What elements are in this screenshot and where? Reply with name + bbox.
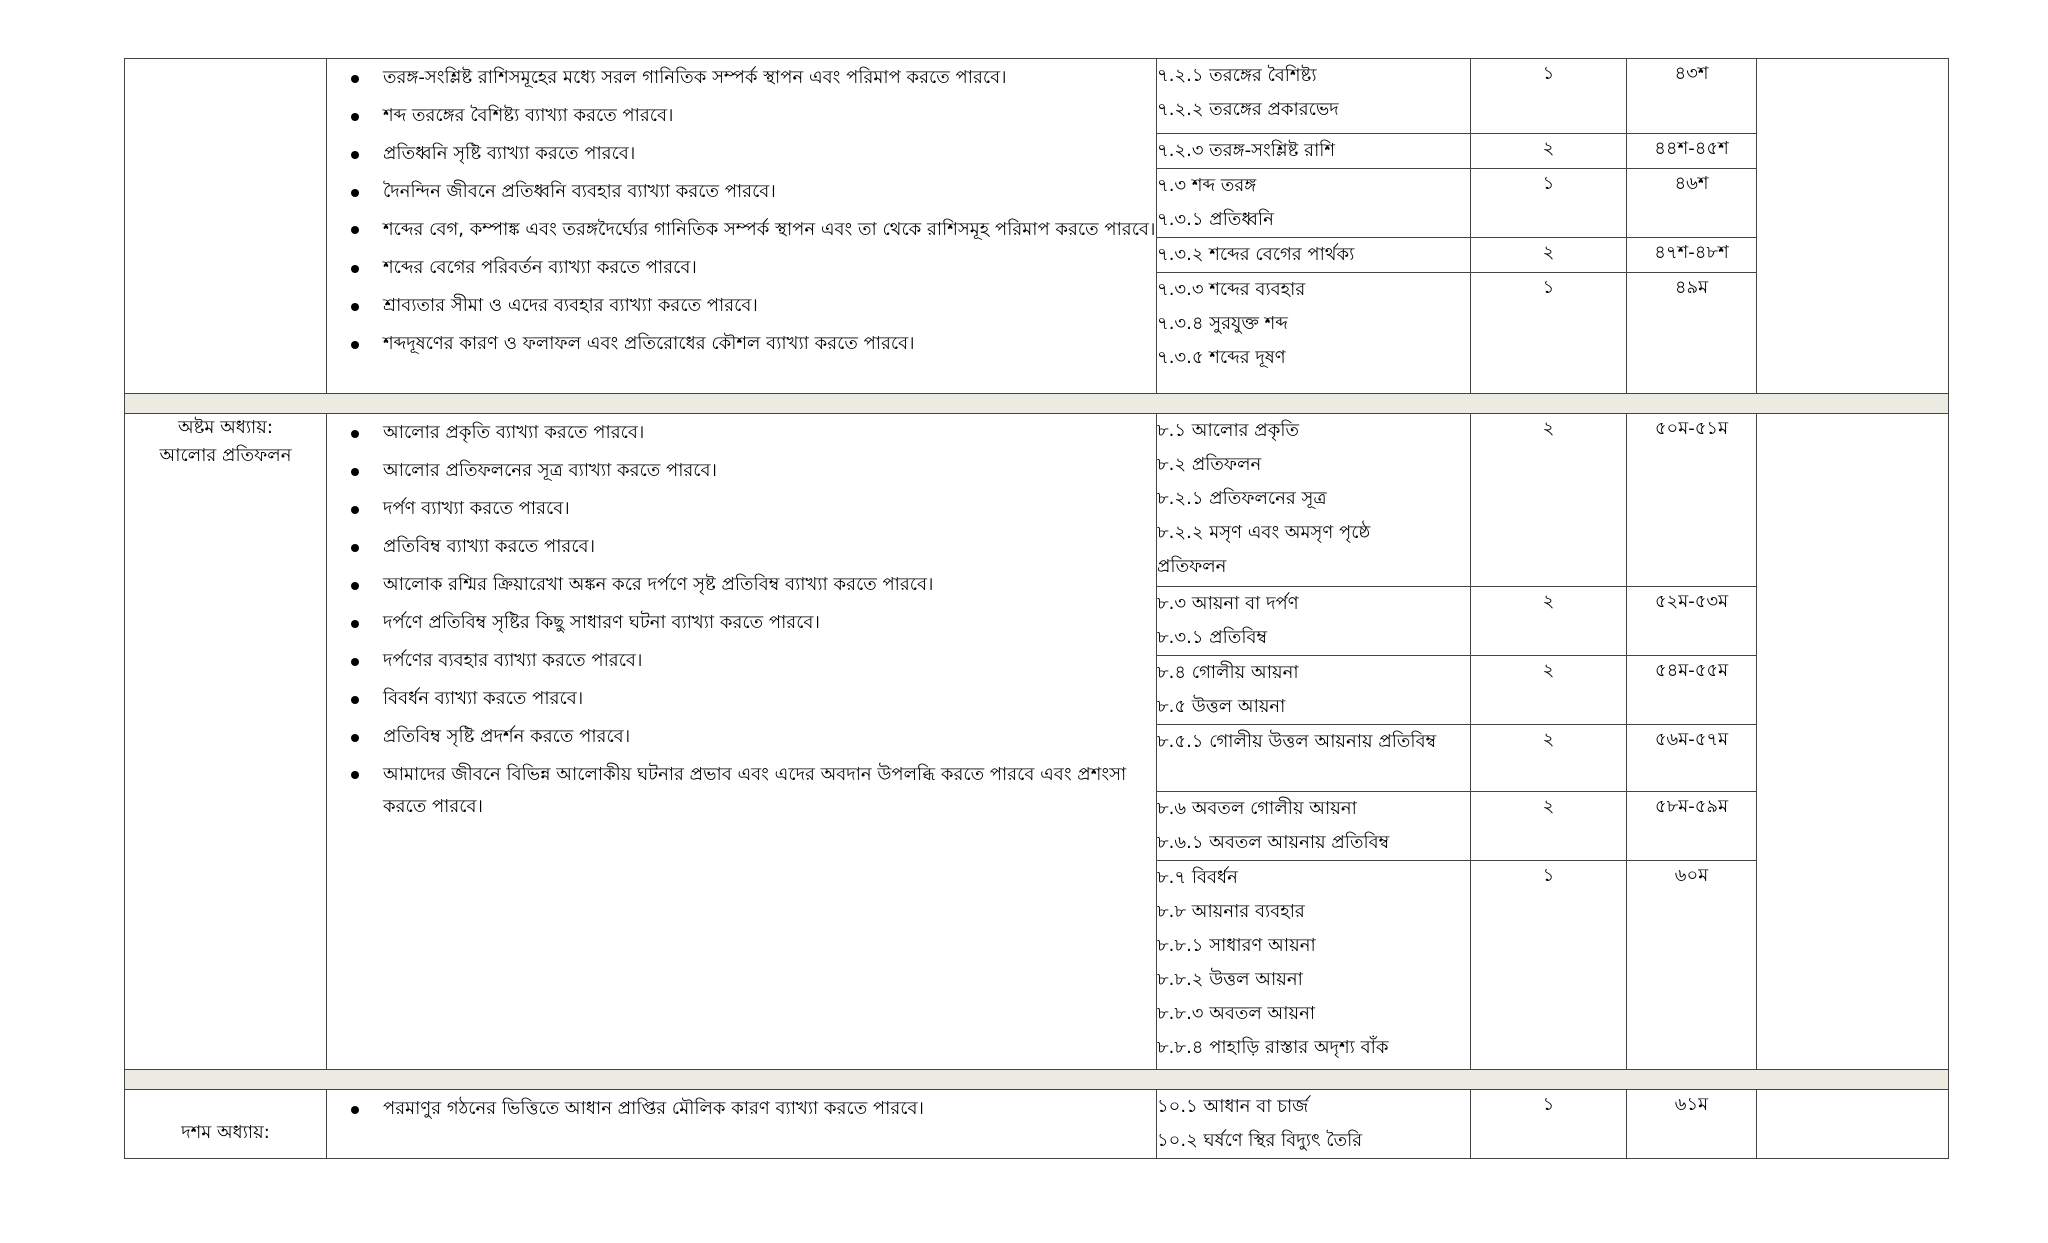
periods-cell: ১ (1471, 861, 1627, 1070)
class-number-cell: ৪৩শ (1627, 59, 1757, 134)
class-number-cell: ৪৭শ-৪৮শ (1627, 238, 1757, 273)
list-item: আলোর প্রকৃতি ব্যাখ্যা করতে পারবে। (383, 414, 1156, 452)
list-item: প্রতিধ্বনি সৃষ্টি ব্যাখ্যা করতে পারবে। (383, 135, 1156, 173)
chapter-cell (125, 414, 327, 1070)
class-number-cell: ৬০ম (1627, 861, 1757, 1070)
topic-line: ৭.২.২ তরঙ্গের প্রকারভেদ (1157, 99, 1339, 120)
class-number-cell: ৬১ম (1627, 1090, 1757, 1159)
topic-line: ৮.৩.১ প্রতিবিম্ব (1157, 627, 1268, 648)
table-row (125, 59, 1949, 134)
objectives-list (327, 1090, 1156, 1128)
topics-cell (1157, 273, 1471, 394)
topic-line: ৮.৮.৪ পাহাড়ি রাস্তার অদৃশ্য বাঁক (1157, 1037, 1389, 1058)
topic-line: ৮.৮.২ উত্তল আয়না (1157, 969, 1303, 990)
topic-line: ৮.২.২ মসৃণ এবং অমসৃণ পৃষ্ঠে (1157, 522, 1371, 543)
topic-line: ৭.৩ শব্দ তরঙ্গ (1157, 175, 1257, 196)
list-item: আমাদের জীবনে বিভিন্ন আলোকীয় ঘটনার প্রভাব এবং এদের অবদান উপলব্ধি করতে পারবে এবং প্রশংসা করতে পারবে। (383, 756, 1156, 826)
chapter-title: আলোর প্রতিফলন (159, 445, 292, 466)
topic-line: ৮.৬ অবতল গোলীয় আয়না (1157, 798, 1357, 819)
objectives-list (327, 414, 1156, 826)
topic-line: ৮.২.১ প্রতিফলনের সূত্র (1157, 488, 1327, 509)
topic-line: ৭.২.৩ তরঙ্গ-সংশ্লিষ্ট রাশি (1157, 140, 1336, 161)
topic-line: ৭.৩.৫ শব্দের দূষণ (1157, 347, 1286, 368)
list-item: দর্পণ ব্যাখ্যা করতে পারবে। (383, 490, 1156, 528)
objectives-cell (327, 59, 1157, 394)
topic-line: ৮.৮ আয়নার ব্যবহার (1157, 901, 1305, 922)
topic-line: ৭.২.১ তরঙ্গের বৈশিষ্ট্য (1157, 65, 1317, 86)
list-item: শব্দদূষণের কারণ ও ফলাফল এবং প্রতিরোধের কৌশল ব্যাখ্যা করতে পারবে। (383, 325, 1156, 363)
topic-line: ৭.৩.৩ শব্দের ব্যবহার (1157, 279, 1306, 300)
topics-cell (1157, 59, 1471, 134)
list-item: আলোক রশ্মির ক্রিয়ারেখা অঙ্কন করে দর্পণে সৃষ্ট প্রতিবিম্ব ব্যাখ্যা করতে পারবে। (383, 566, 1156, 604)
topic-line: ১০.২ ঘর্ষণে স্থির বিদ্যুৎ তৈরি (1157, 1130, 1363, 1151)
table-row (125, 414, 1949, 587)
periods-cell: ২ (1471, 792, 1627, 861)
lesson-plan-table (124, 58, 1949, 1159)
list-item: শব্দের বেগ, কম্পাঙ্ক এবং তরঙ্গদৈর্ঘ্যের গানিতিক সম্পর্ক স্থাপন এবং তা থেকে রাশিসমূহ পরিমাপ করতে পারবে। (383, 211, 1156, 249)
topic-line: ৮.১ আলোর প্রকৃতি (1157, 420, 1299, 441)
list-item: শব্দের বেগের পরিবর্তন ব্যাখ্যা করতে পারবে। (383, 249, 1156, 287)
topic-line: ৮.৫ উত্তল আয়না (1157, 696, 1286, 717)
topic-line: ৭.৩.৪ সুরযুক্ত শব্দ (1157, 313, 1288, 334)
topic-line: ৭.৩.২ শব্দের বেগের পার্থক্য (1157, 244, 1355, 265)
periods-cell: ২ (1471, 134, 1627, 169)
topics-cell (1157, 725, 1471, 792)
remarks-cell (1757, 414, 1949, 1070)
chapter-number: দশম অধ্যায়: (181, 1122, 270, 1143)
periods-cell: ২ (1471, 587, 1627, 656)
topics-cell (1157, 656, 1471, 725)
list-item: পরমাণুর গঠনের ভিত্তিতে আধান প্রাপ্তির মৌলিক কারণ ব্যাখ্যা করতে পারবে। (383, 1090, 1156, 1128)
remarks-cell (1757, 59, 1949, 394)
class-number-cell: ৫৬ম-৫৭ম (1627, 725, 1757, 792)
class-number-cell: ৫৮ম-৫৯ম (1627, 792, 1757, 861)
list-item: দৈনন্দিন জীবনে প্রতিধ্বনি ব্যবহার ব্যাখ্যা করতে পারবে। (383, 173, 1156, 211)
objectives-cell (327, 1090, 1157, 1159)
topics-cell (1157, 792, 1471, 861)
objectives-cell (327, 414, 1157, 1070)
list-item: দর্পণের ব্যবহার ব্যাখ্যা করতে পারবে। (383, 642, 1156, 680)
topic-line: ৮.৩ আয়না বা দর্পণ (1157, 593, 1299, 614)
chapter-cell (125, 59, 327, 394)
topics-cell (1157, 169, 1471, 238)
periods-cell: ২ (1471, 414, 1627, 587)
topic-line: ১০.১ আধান বা চার্জ (1157, 1096, 1309, 1117)
chapter-cell (125, 1090, 327, 1159)
list-item: প্রতিবিম্ব সৃষ্টি প্রদর্শন করতে পারবে। (383, 718, 1156, 756)
periods-cell: ১ (1471, 1090, 1627, 1159)
topic-line: প্রতিফলন (1157, 556, 1227, 577)
topic-line: ৮.৫.১ গোলীয় উত্তল আয়নায় প্রতিবিম্ব (1157, 731, 1437, 752)
objectives-list (327, 59, 1156, 363)
section-separator (125, 394, 1949, 414)
topic-line: ৮.৬.১ অবতল আয়নায় প্রতিবিম্ব (1157, 832, 1390, 853)
topics-cell (1157, 238, 1471, 273)
topics-cell (1157, 134, 1471, 169)
table-row (125, 1090, 1949, 1159)
class-number-cell: ৪৬শ (1627, 169, 1757, 238)
section-separator (125, 1070, 1949, 1090)
topic-line: ৭.৩.১ প্রতিধ্বনি (1157, 209, 1274, 230)
periods-cell: ২ (1471, 656, 1627, 725)
list-item: বিবর্ধন ব্যাখ্যা করতে পারবে। (383, 680, 1156, 718)
list-item: শ্রাব্যতার সীমা ও এদের ব্যবহার ব্যাখ্যা করতে পারবে। (383, 287, 1156, 325)
periods-cell: ২ (1471, 238, 1627, 273)
topic-line: ৮.৮.৩ অবতল আয়না (1157, 1003, 1316, 1024)
remarks-cell (1757, 1090, 1949, 1159)
chapter-number: অষ্টম অধ্যায়: (178, 417, 273, 438)
class-number-cell: ৪৯ম (1627, 273, 1757, 394)
list-item: তরঙ্গ-সংশ্লিষ্ট রাশিসমূহের মধ্যে সরল গানিতিক সম্পর্ক স্থাপন এবং পরিমাপ করতে পারবে। (383, 59, 1156, 97)
periods-cell: ২ (1471, 725, 1627, 792)
periods-cell: ১ (1471, 169, 1627, 238)
topic-line: ৮.৪ গোলীয় আয়না (1157, 662, 1299, 683)
topics-cell (1157, 414, 1471, 587)
class-number-cell: ৫০ম-৫১ম (1627, 414, 1757, 587)
list-item: শব্দ তরঙ্গের বৈশিষ্ট্য ব্যাখ্যা করতে পারবে। (383, 97, 1156, 135)
list-item: আলোর প্রতিফলনের সূত্র ব্যাখ্যা করতে পারবে। (383, 452, 1156, 490)
list-item: দর্পণে প্রতিবিম্ব সৃষ্টির কিছু সাধারণ ঘটনা ব্যাখ্যা করতে পারবে। (383, 604, 1156, 642)
topic-line: ৮.৭ বিবর্ধন (1157, 867, 1238, 888)
class-number-cell: ৫২ম-৫৩ম (1627, 587, 1757, 656)
list-item: প্রতিবিম্ব ব্যাখ্যা করতে পারবে। (383, 528, 1156, 566)
topic-line: ৮.২ প্রতিফলন (1157, 454, 1262, 475)
topics-cell (1157, 587, 1471, 656)
topics-cell (1157, 1090, 1471, 1159)
topic-line: ৮.৮.১ সাধারণ আয়না (1157, 935, 1316, 956)
periods-cell: ১ (1471, 273, 1627, 394)
periods-cell: ১ (1471, 59, 1627, 134)
class-number-cell: ৪৪শ-৪৫শ (1627, 134, 1757, 169)
topics-cell (1157, 861, 1471, 1070)
class-number-cell: ৫৪ম-৫৫ম (1627, 656, 1757, 725)
